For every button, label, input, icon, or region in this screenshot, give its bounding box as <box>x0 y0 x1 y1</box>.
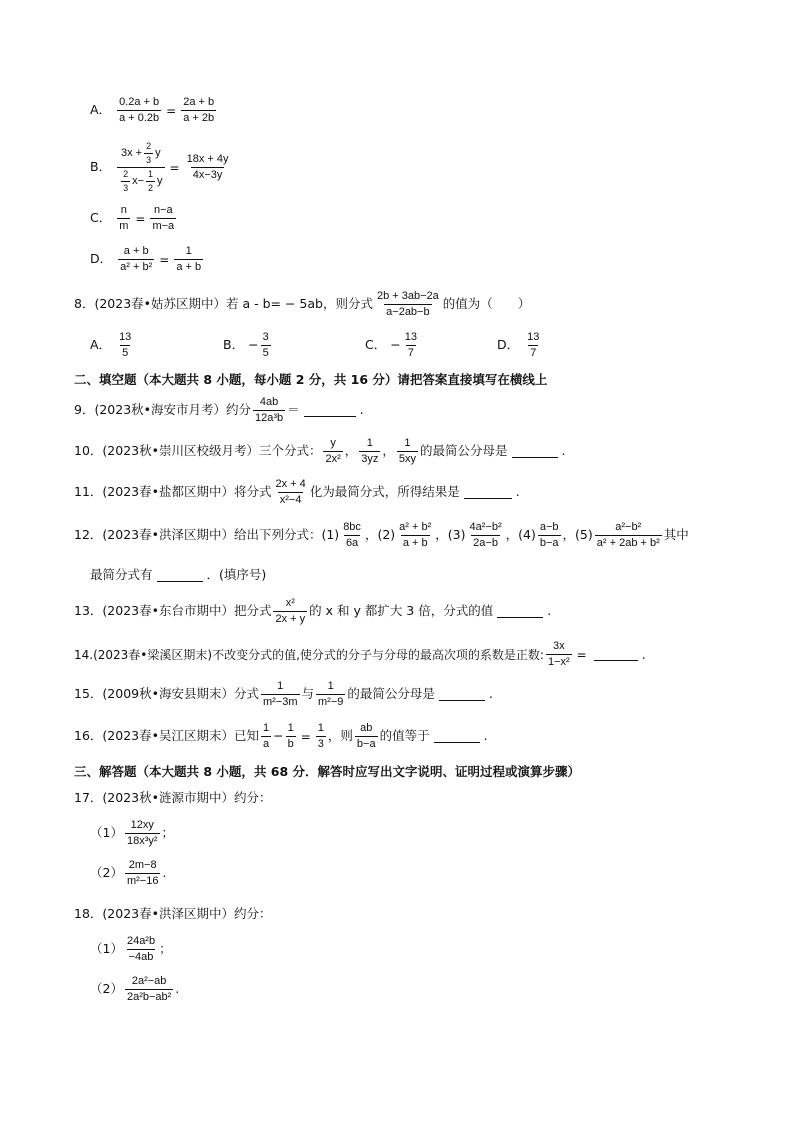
denominator: b−a <box>356 738 376 750</box>
numerator: 1 <box>327 680 334 692</box>
denominator: 3 <box>317 738 324 750</box>
punctuation: ； <box>161 825 175 841</box>
section-heading-fill-in: 二、填空题（本大题共 8 小题，每小题 2 分，共 16 分）请把答案直接填写在横线上 <box>74 372 548 387</box>
operator: − <box>273 728 284 744</box>
fraction <box>118 246 154 273</box>
part-index: （1） <box>90 941 123 957</box>
fraction <box>273 479 307 506</box>
question-text: 的最简公分母是 <box>420 443 508 459</box>
denominator: −4ab <box>128 951 154 963</box>
fraction <box>261 332 271 359</box>
equals-sign: = <box>169 160 180 175</box>
numerator: 1 <box>148 169 154 179</box>
numerator: 8bc <box>343 521 361 533</box>
denominator: x²−4 <box>279 494 302 506</box>
denominator: 2a²b−ab² <box>126 991 172 1003</box>
numerator: 2b + 3ab−2a <box>376 290 439 302</box>
fraction <box>375 291 441 318</box>
question-text: 9．(2023秋•海安市月考）约分 <box>74 402 252 418</box>
fraction <box>125 976 173 1003</box>
denominator: 3yz <box>361 453 379 465</box>
question-17-title: 17．(2023秋•涟源市期中）约分： <box>74 790 272 805</box>
numerator: n <box>120 204 127 216</box>
fraction <box>468 522 504 549</box>
numerator: 2m−8 <box>128 859 157 871</box>
numerator: 1 <box>317 722 324 734</box>
fraction <box>397 522 433 549</box>
fraction <box>595 522 662 549</box>
denominator: a + 0.2b <box>119 112 160 124</box>
question-15 <box>74 681 493 708</box>
question-text: 的值等于 <box>379 728 430 744</box>
fraction <box>341 522 363 549</box>
denominator: b−a <box>539 537 559 549</box>
separator: ， <box>364 527 378 543</box>
question-18-title: 18．(2023春•洪泽区期中）约分： <box>74 906 272 921</box>
question-text: 的最简公分母是 <box>347 686 435 702</box>
denominator: m²−16 <box>126 875 159 887</box>
numerator: 13 <box>527 331 540 343</box>
q7-option-c <box>90 205 178 232</box>
answer-blank[interactable] <box>439 688 485 701</box>
question-text: 12．(2023春•洪泽区期中）给出下列分式： <box>74 527 322 543</box>
fraction <box>185 154 231 181</box>
separator: ， <box>562 527 576 543</box>
question-10: 10．(2023秋•崇川区校级月考）三个分式： $\frac{y}{\text{2x²}}$ ， $\frac{1}{3yz}$ ， $\frac{1}{5xy}$ 的最简公分母是 . <box>74 437 566 465</box>
question-18-part-1 <box>90 936 172 963</box>
fraction <box>117 97 161 124</box>
numerator: a−b <box>539 521 559 533</box>
fraction <box>174 246 203 273</box>
separator: 其中 <box>663 527 689 543</box>
fraction <box>150 205 176 232</box>
denominator: m²−9 <box>318 696 344 708</box>
question-17-part-2 <box>90 860 166 887</box>
numerator: 13 <box>119 331 132 343</box>
q7-option-a <box>90 97 218 124</box>
sign: − <box>390 337 401 353</box>
item-index: (4) <box>518 527 536 543</box>
denominator: 7 <box>530 347 537 359</box>
fraction <box>261 723 271 750</box>
numerator: 13 <box>404 331 417 343</box>
numerator: 1 <box>262 722 270 734</box>
question-11 <box>74 479 520 506</box>
question-text: 10．(2023秋•崇川区校级月考）三个分式： <box>74 443 322 459</box>
fraction <box>125 820 160 847</box>
fraction <box>181 97 216 124</box>
denominator: 5 <box>122 347 129 359</box>
separator: ， <box>505 527 519 543</box>
part-index: （1） <box>90 825 123 841</box>
question-9 <box>74 397 364 424</box>
denominator <box>117 167 164 193</box>
punctuation: . <box>641 647 646 662</box>
answer-blank[interactable] <box>434 730 480 743</box>
denominator: 12a³b <box>255 412 284 424</box>
numerator: 24a²b <box>126 935 156 947</box>
fraction <box>146 170 155 193</box>
option-label: C． <box>90 210 112 226</box>
item-index: (1) <box>321 527 340 543</box>
question-text: 8．(2023春•姑苏区期中）若 a - b= − 5ab，则分式 <box>74 296 373 312</box>
q8-option-b <box>223 332 273 359</box>
question-14 <box>74 641 646 668</box>
question-text: ．(填序号) <box>206 567 267 583</box>
question-12-line-2 <box>90 569 266 582</box>
numerator: 4ab <box>259 396 279 408</box>
punctuation: . <box>488 686 493 702</box>
denominator: 2x² <box>325 453 341 465</box>
numerator: a + b <box>123 245 149 257</box>
punctuation: . <box>547 603 552 619</box>
question-text: 的 x 和 y 都扩大 3 倍，分式的值 <box>309 603 494 619</box>
denominator: a−2ab−b <box>386 306 430 318</box>
fraction <box>316 723 326 750</box>
fraction <box>117 332 133 359</box>
answer-blank[interactable] <box>594 648 638 661</box>
punctuation: ； <box>159 941 172 957</box>
fraction <box>273 598 307 625</box>
option-label: D． <box>90 251 113 267</box>
question-text: 14.(2023春•梁溪区期末)不改变分式的值,使分式的分子与分母的最高次项的系数是正数: <box>74 647 544 662</box>
numerator: 3 <box>262 331 269 343</box>
numerator: a²−b² <box>615 521 642 533</box>
denominator: 2 <box>148 183 154 193</box>
question-12 <box>74 522 689 549</box>
fraction <box>397 438 418 465</box>
equals-sign: = <box>300 729 311 744</box>
question-text: 与 <box>301 686 315 702</box>
denominator: 18x³y² <box>126 835 158 847</box>
denominator: 3 <box>123 183 129 193</box>
fraction <box>125 936 157 963</box>
numerator: 1 <box>366 437 373 449</box>
option-label: D． <box>497 337 520 353</box>
denominator: 7 <box>407 347 414 359</box>
denominator: 5 <box>262 347 269 359</box>
fraction <box>286 723 296 750</box>
question-text: 最简分式有 <box>90 567 153 583</box>
numerator: a² + b² <box>399 521 432 533</box>
punctuation: . <box>162 865 167 881</box>
numerator: 18x + 4y <box>186 153 229 165</box>
denominator: m²−3m <box>262 696 298 708</box>
fraction <box>144 142 153 165</box>
q8-option-a <box>90 332 135 359</box>
option-label: A． <box>90 337 112 353</box>
numerator: 1 <box>404 437 411 449</box>
numerator: n−a <box>153 204 173 216</box>
question-text: 13．(2023春•东台市期中）把分式 <box>74 603 272 619</box>
denominator: a + b <box>402 537 428 549</box>
fraction <box>525 332 541 359</box>
q7-option-b <box>90 142 233 193</box>
question-text: ，则 <box>327 728 353 744</box>
numerator: 2a²−ab <box>131 975 167 987</box>
equals-sign: = <box>159 252 170 267</box>
denominator: 5xy <box>398 453 417 465</box>
denominator: 2x + y <box>275 613 306 625</box>
q8-option-c <box>365 332 421 359</box>
answer-blank[interactable] <box>304 404 356 417</box>
fraction <box>253 397 285 424</box>
numerator: 2a + b <box>183 96 215 108</box>
question-16 <box>74 723 488 750</box>
denominator: 1−x² <box>547 656 570 668</box>
answer-blank[interactable] <box>157 569 203 582</box>
question-text: 16．(2023春•吴江区期末）已知 <box>74 728 259 744</box>
punctuation: . <box>359 402 364 418</box>
numerator: y <box>330 437 336 449</box>
part-index: （2） <box>90 865 123 881</box>
punctuation: . <box>561 443 566 459</box>
fraction <box>355 723 378 750</box>
option-label: B． <box>90 159 112 175</box>
equals-sign: = <box>166 103 177 118</box>
fraction <box>538 522 561 549</box>
fraction <box>261 681 300 708</box>
numerator: 1 <box>277 680 284 692</box>
option-label: B． <box>223 337 245 353</box>
q7-option-d <box>90 246 205 273</box>
term: 3x + <box>121 147 143 159</box>
fraction <box>316 681 345 708</box>
fraction <box>323 438 342 465</box>
term: x− <box>132 175 145 187</box>
numerator: 1 <box>287 722 294 734</box>
numerator: 1 <box>185 245 192 257</box>
punctuation: . <box>175 981 180 997</box>
fraction <box>546 641 572 668</box>
numerator: 0.2a + b <box>119 96 160 108</box>
option-label: C． <box>365 337 387 353</box>
denominator: b <box>287 738 294 750</box>
numerator <box>119 142 163 167</box>
denominator: a² + b² <box>120 261 153 273</box>
numerator: x² <box>285 597 295 609</box>
denominator: a² + 2ab + b² <box>596 537 660 549</box>
separator: ， <box>435 527 448 543</box>
fraction <box>125 860 161 887</box>
fraction <box>117 205 130 232</box>
denominator: m <box>119 220 129 232</box>
item-index: (5) <box>575 527 593 543</box>
numerator: 4a²−b² <box>469 521 502 533</box>
term: y <box>157 175 163 187</box>
question-text: 11．(2023春•盐都区期中）将分式 <box>74 484 272 500</box>
equals-sign: = <box>135 211 146 226</box>
item-index: (2) <box>377 527 396 543</box>
q8-option-d <box>497 332 543 359</box>
numerator: 2 <box>146 141 152 151</box>
option-label: A． <box>90 102 112 118</box>
denominator: a <box>262 738 270 750</box>
denominator: 4x−3y <box>192 169 223 181</box>
answer-blank[interactable] <box>512 445 558 458</box>
item-index: (3) <box>447 527 466 543</box>
denominator: a + 2b <box>183 112 215 124</box>
question-text: 的值为（ ） <box>442 296 531 312</box>
answer-blank[interactable] <box>497 605 543 618</box>
denominator: 6a <box>345 537 359 549</box>
denominator: 2a−b <box>473 537 498 549</box>
part-index: （2） <box>90 981 123 997</box>
numerator: 12xy <box>130 819 154 831</box>
numerator: 2 <box>123 169 129 179</box>
numerator: ab <box>360 722 373 734</box>
question-text: ＝ <box>287 402 300 418</box>
punctuation: . <box>515 484 520 500</box>
question-18-part-2 <box>90 976 179 1003</box>
sign: − <box>248 337 259 353</box>
question-13 <box>74 598 551 625</box>
numerator: 2x + 4 <box>275 478 306 490</box>
section-heading-solve: 三、解答题（本大题共 8 小题，共 68 分．解答时应写出文字说明、证明过程或演算步骤） <box>74 764 581 779</box>
term: y <box>155 147 161 159</box>
punctuation: . <box>483 728 488 744</box>
denominator: m−a <box>152 220 175 232</box>
equals-sign: = <box>576 647 587 662</box>
denominator: a + b <box>176 261 202 273</box>
complex-fraction <box>117 142 164 193</box>
denominator: 3 <box>146 155 152 165</box>
question-8 <box>74 291 530 318</box>
question-text: 15．(2009秋•海安县期末）分式 <box>74 686 259 702</box>
fraction <box>121 170 130 193</box>
fraction <box>359 438 380 465</box>
fraction <box>403 332 419 359</box>
answer-blank[interactable] <box>464 486 512 499</box>
numerator: 3x <box>552 640 565 652</box>
question-17-part-1 <box>90 820 174 847</box>
question-text: 化为最简分式，所得结果是 <box>309 484 460 500</box>
